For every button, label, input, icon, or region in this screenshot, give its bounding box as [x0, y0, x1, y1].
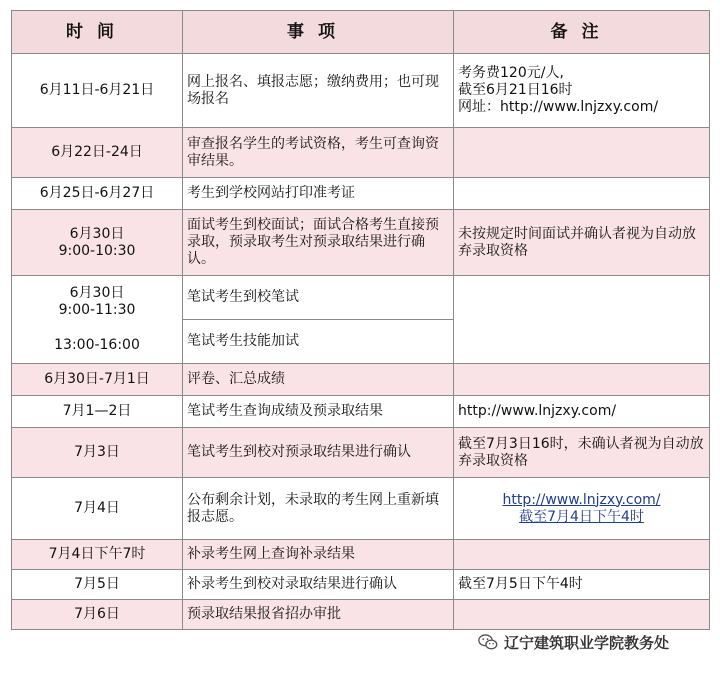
note-cell	[454, 178, 710, 210]
watermark	[478, 630, 669, 654]
time-cell: 7月5日	[12, 570, 183, 600]
time-cell	[12, 276, 183, 364]
note-cell	[454, 276, 710, 364]
table-row	[12, 540, 710, 570]
table-row	[12, 600, 710, 630]
time-cell: 7月4日	[12, 478, 183, 540]
matter-cell: 补录考生到校对录取结果进行确认	[183, 570, 454, 600]
table-row	[12, 396, 710, 428]
matter-cell: 补录考生网上查询补录结果	[183, 540, 454, 570]
time-cell: 7月1—2日	[12, 396, 183, 428]
note-cell: 未按规定时间面试并确认者视为自动放弃录取资格	[454, 210, 710, 276]
matter-cell: 网上报名、填报志愿；缴纳费用；也可现场报名	[183, 54, 454, 128]
table-row	[12, 128, 710, 178]
note-cell	[454, 600, 710, 630]
matter-cell: 笔试考生技能加试	[183, 320, 454, 364]
header-matter: 事项	[183, 11, 454, 54]
table-row	[12, 54, 710, 128]
time-line: 6月30日	[69, 285, 125, 301]
website-link[interactable]: http://www.lnjzxy.com/	[502, 491, 661, 508]
wechat-icon	[478, 632, 498, 652]
time-cell: 6月11日-6月21日	[12, 54, 183, 128]
matter-cell: 评卷、汇总成绩	[183, 364, 454, 396]
matter-cell: 预录取结果报省招办审批	[183, 600, 454, 630]
matter-cell: 笔试考生到校笔试	[183, 276, 454, 320]
header-time: 时间	[12, 11, 183, 54]
header-note: 备注	[454, 11, 710, 54]
time-line: 6月30日	[69, 225, 125, 242]
time-line: 9:00-10:30	[58, 242, 136, 259]
time-cell: 6月30日-7月1日	[12, 364, 183, 396]
note-cell	[454, 540, 710, 570]
table-row	[12, 210, 710, 276]
matter-cell: 审查报名学生的考试资格，考生可查询资审结果。	[183, 128, 454, 178]
matter-cell: 面试考生到校面试；面试合格考生直接预录取，预录取考生对预录取结果进行确认。	[183, 210, 454, 276]
time-cell: 7月6日	[12, 600, 183, 630]
matter-cell: 考生到学校网站打印准考证	[183, 178, 454, 210]
time-cell: 6月25日-6月27日	[12, 178, 183, 210]
table-row	[12, 178, 710, 210]
table-row	[12, 276, 710, 320]
note-cell: 截至7月5日下午4时	[454, 570, 710, 600]
note-cell	[454, 54, 710, 128]
time-line: 13:00-16:00	[54, 337, 140, 353]
matter-cell: 笔试考生查询成绩及预录取结果	[183, 396, 454, 428]
time-cell	[12, 210, 183, 276]
note-line: 网址：http://www.lnjzxy.com/	[458, 99, 659, 115]
time-cell: 7月3日	[12, 428, 183, 478]
schedule-table	[11, 10, 710, 630]
note-cell	[454, 128, 710, 178]
table-row	[12, 570, 710, 600]
table-row	[12, 364, 710, 396]
time-cell: 7月4日下午7时	[12, 540, 183, 570]
note-cell	[454, 364, 710, 396]
note-cell: http://www.lnjzxy.com/	[454, 396, 710, 428]
table-row	[12, 428, 710, 478]
deadline-link[interactable]: 截至7月4日下午4时	[519, 508, 644, 525]
watermark-text: 辽宁建筑职业学院教务处	[504, 633, 670, 652]
note-cell	[454, 478, 710, 540]
note-cell: 截至7月3日16时，未确认者视为自动放弃录取资格	[454, 428, 710, 478]
time-line: 9:00-11:30	[58, 302, 136, 318]
note-line: 截至6月21日16时	[458, 82, 573, 98]
matter-cell: 公布剩余计划，未录取的考生网上重新填报志愿。	[183, 478, 454, 540]
note-line: 考务费120元/人,	[458, 65, 564, 81]
header-row	[12, 11, 710, 54]
matter-cell: 笔试考生到校对预录取结果进行确认	[183, 428, 454, 478]
table-row	[12, 478, 710, 540]
time-cell: 6月22日-24日	[12, 128, 183, 178]
